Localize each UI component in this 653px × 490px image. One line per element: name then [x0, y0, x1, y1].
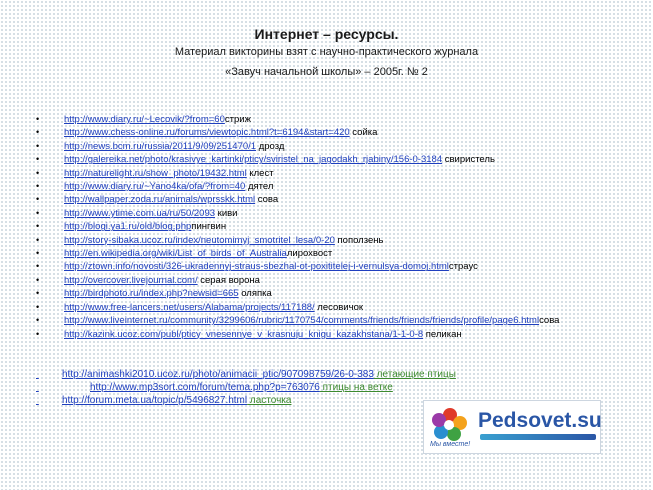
link-name: стриж	[224, 114, 251, 125]
list-item	[36, 328, 626, 341]
list-item	[36, 126, 626, 139]
indent-underline	[36, 368, 62, 381]
link-name: клест	[246, 167, 274, 179]
link-url[interactable]: http://forum.meta.ua/topic/p/5496827.html	[62, 395, 248, 406]
plain-link-1	[36, 368, 456, 381]
link-name: оляпка	[238, 288, 272, 300]
link-name: киви	[215, 207, 238, 219]
link-url[interactable]: http://animashki2010.ucoz.ru/photo/animacii_ptic/907098759/26-0-383	[62, 369, 374, 380]
link-url[interactable]: http://wallpaper.zoda.ru/animals/wprsskk.html	[64, 194, 256, 206]
link-name: пеликан	[423, 328, 462, 340]
plain-link-3	[36, 394, 291, 407]
list-item	[36, 301, 626, 314]
list-item	[36, 153, 626, 166]
list-item	[36, 247, 626, 260]
link-url[interactable]: http://overcover.livejournal.com/	[64, 274, 198, 286]
link-name: сова	[539, 315, 560, 327]
link-url[interactable]: http://www.mp3sort.com/forum/tema.php?p=763076	[90, 382, 320, 393]
page-title: Интернет – ресурсы.	[254, 26, 399, 42]
link-name: поползень	[334, 234, 384, 246]
link-name: летающие птицы	[373, 369, 456, 380]
link-name: свиристель	[442, 154, 495, 166]
pedsovet-logo[interactable]	[423, 400, 601, 454]
link-url[interactable]: http://www.liveinternet.ru/community/3299606/rubric/1170754/comments/friends/friends/friends/profile/page6.html	[64, 315, 540, 327]
logo-tagline: Мы вместе!	[430, 441, 471, 448]
subtitle-line-1: Материал викторины взят с научно-практического журнала	[174, 46, 479, 58]
indent-underline	[36, 381, 90, 394]
list-item	[36, 260, 626, 273]
link-name: птицы на ветке	[319, 382, 393, 393]
list-item	[36, 274, 626, 287]
link-name: лесовичок	[314, 301, 364, 313]
link-url[interactable]: http://naturelight.ru/show_photo/19432.html	[64, 167, 247, 179]
subtitle-line-2: «Завуч начальной школы» – 2005г. № 2	[225, 66, 428, 78]
link-url[interactable]: http://www.ytime.com.ua/ru/50/2093	[64, 207, 216, 219]
link-url[interactable]: http://www.free-lancers.net/users/Alabama/projects/117188/	[64, 301, 315, 313]
list-item	[36, 113, 626, 126]
link-url[interactable]: http://kazink.ucoz.com/publ/pticy_vnesennye_v_krasnuju_knigu_kazakhstana/1-1-0-8	[64, 328, 424, 340]
indent-underline	[36, 394, 62, 407]
title-block	[0, 26, 653, 42]
link-name: сойка	[349, 127, 378, 139]
link-url[interactable]: http://ztown.info/novosti/326-ukradennyj-straus-sbezhal-ot-poxititelej-i-vernulsya-domoj.html	[64, 261, 449, 273]
link-name: дрозд	[256, 140, 285, 152]
link-url[interactable]: http://en.wikipedia.org/wiki/List_of_birds_of_Australia	[64, 248, 287, 260]
link-name: ласточка	[247, 395, 292, 406]
logo-underbar	[480, 434, 596, 440]
list-item	[36, 140, 626, 153]
link-url[interactable]: http://www.diary.ru/~Lecovik/?from=60	[64, 114, 225, 125]
link-url[interactable]: http://blogi.ya1.ru/old/blog.php	[64, 221, 192, 233]
link-url[interactable]: http://news.bcm.ru/russia/2011/9/09/251470/1	[64, 140, 257, 152]
list-item	[36, 167, 626, 180]
link-name: сова	[255, 194, 279, 206]
list-item	[36, 234, 626, 247]
link-name: серая ворона	[197, 274, 260, 286]
link-url[interactable]: http://www.chess-online.ru/forums/viewtopic.html?t=6194&start=420	[64, 127, 350, 139]
list-item	[36, 220, 626, 233]
list-item	[36, 314, 626, 327]
list-item	[36, 180, 626, 193]
link-url[interactable]: http://story-sibaka.ucoz.ru/index/neutomimyj_smotritel_lesa/0-20	[64, 234, 335, 246]
list-item	[36, 193, 626, 206]
resource-list	[36, 113, 626, 341]
link-url[interactable]: http://www.diary.ru/~Yano4ka/ofa/?from=40	[64, 181, 246, 193]
link-name: лирохвост	[286, 248, 333, 260]
link-url[interactable]: http://galereika.net/photo/krasivye_kartinki/pticy/sviristel_na_jagodakh_rjabiny/156-0-3184	[64, 154, 443, 166]
link-name: дятел	[245, 181, 274, 193]
link-name: пингвин	[191, 221, 227, 233]
list-item	[36, 287, 626, 300]
link-name: страус	[448, 261, 478, 273]
plain-link-2	[36, 381, 393, 394]
link-url[interactable]: http://birdphoto.ru/index.php?newsid=665	[64, 288, 239, 300]
list-item	[36, 207, 626, 220]
logo-text: Pedsovet.su	[478, 409, 602, 432]
